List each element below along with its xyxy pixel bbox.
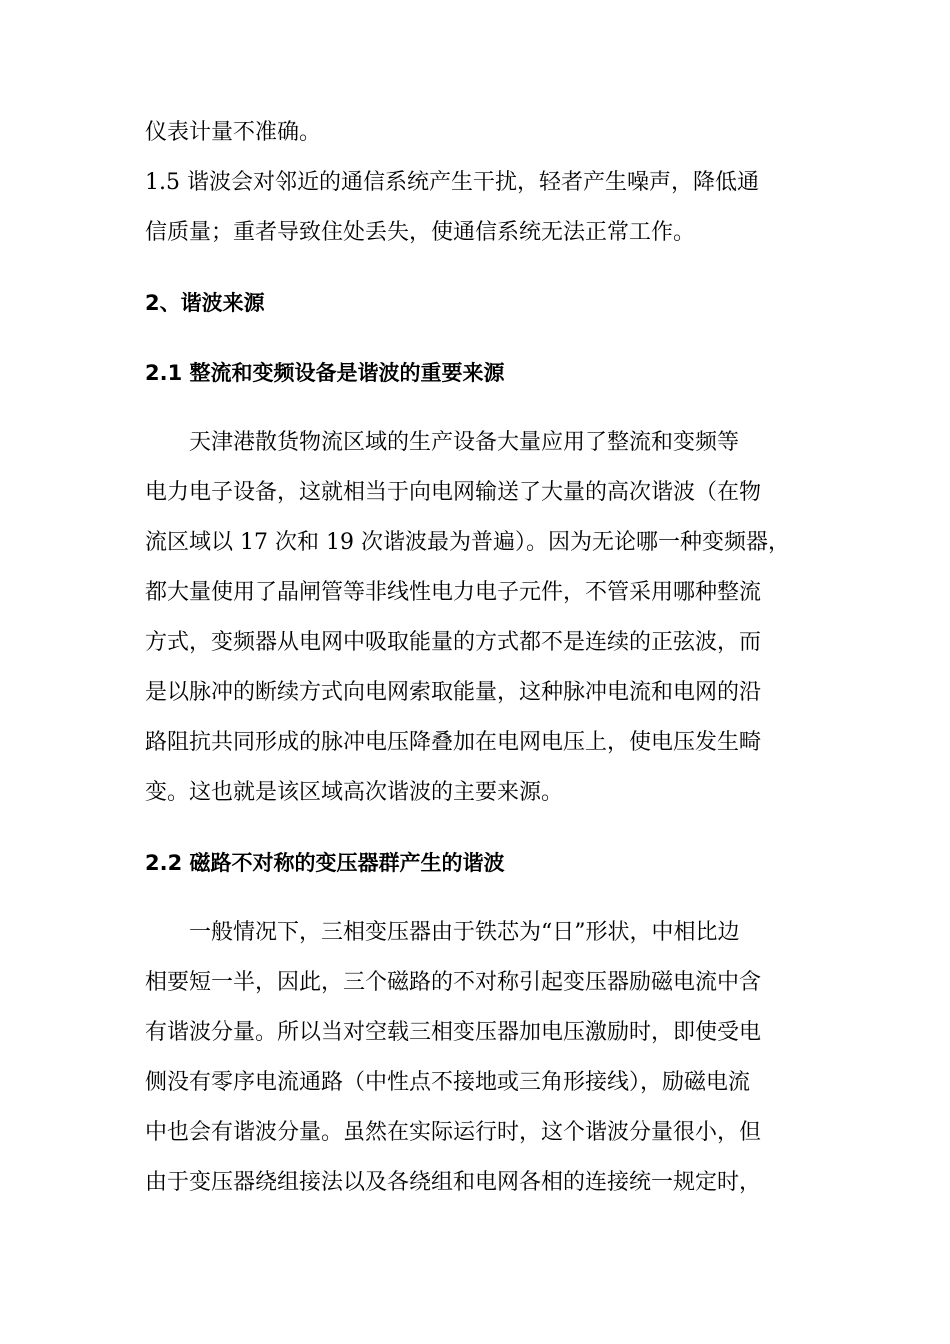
paragraph-line: 有谐波分量。所以当对空载三相变压器加电压激励时，即使受电 — [145, 1020, 762, 1045]
paragraph-line: 变。这也就是该区域高次谐波的主要来源。 — [145, 780, 564, 805]
paragraph-line: 一般情况下，三相变压器由于铁芯为“日”形状，中相比边 — [189, 920, 740, 945]
paragraph-line: 路阻抗共同形成的脉冲电压降叠加在电网电压上，使电压发生畸 — [145, 730, 762, 755]
paragraph-line: 侧没有零序电流通路（中性点不接地或三角形接线），励磁电流 — [145, 1070, 751, 1095]
paragraph-line: 流区域以 17 次和 19 次谐波最为普遍）。因为无论哪一种变频器， — [145, 530, 790, 555]
document-page — [145, 108, 807, 1208]
subsection-heading: 2.2 磁路不对称的变压器群产生的谐波 — [145, 851, 505, 875]
paragraph-line: 仪表计量不准确。 — [145, 120, 322, 145]
paragraph-line: 1.5 谐波会对邻近的通信系统产生干扰，轻者产生噪声，降低通 — [145, 170, 759, 195]
paragraph-line: 由于变压器绕组接法以及各绕组和电网各相的连接统一规定时， — [145, 1170, 762, 1195]
paragraph-line: 信质量；重者导致住处丢失，使通信系统无法正常工作。 — [145, 220, 696, 245]
paragraph — [145, 418, 807, 818]
paragraph-line: 是以脉冲的断续方式向电网索取能量，这种脉冲电流和电网的沿 — [145, 680, 762, 705]
subsection-heading: 2.1 整流和变频设备是谐波的重要来源 — [145, 361, 505, 385]
section-heading: 2、谐波来源 — [145, 291, 265, 315]
paragraph — [145, 908, 807, 1208]
paragraph-line: 中也会有谐波分量。虽然在实际运行时，这个谐波分量很小，但 — [145, 1120, 762, 1145]
paragraph-line: 天津港散货物流区域的生产设备大量应用了整流和变频等 — [189, 430, 740, 455]
paragraph-line: 相要短一半，因此，三个磁路的不对称引起变压器励磁电流中含 — [145, 970, 762, 995]
paragraph-line: 方式，变频器从电网中吸取能量的方式都不是连续的正弦波，而 — [145, 630, 762, 655]
paragraph-line: 电力电子设备，这就相当于向电网输送了大量的高次谐波（在物 — [145, 480, 762, 505]
paragraph-line: 都大量使用了晶闸管等非线性电力电子元件，不管采用哪种整流 — [145, 580, 762, 605]
